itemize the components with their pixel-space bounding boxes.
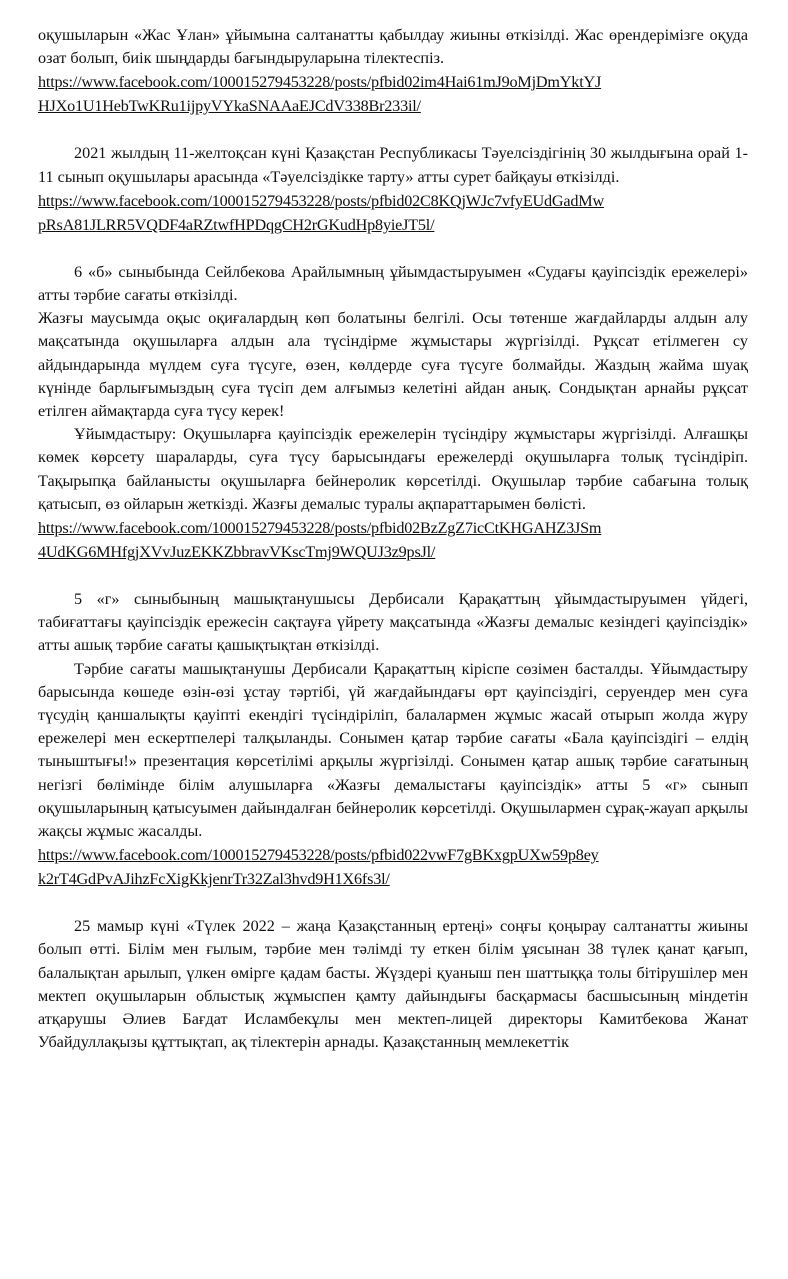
- paragraph: оқушыларын «Жас Ұлан» ұйымына салтанатты қабылдау жиыны өткізілді. Жас өрендерімізге оқуда озат болып, биік шыңдарды бағындыруларына тілектеспіз.: [38, 26, 748, 68]
- paragraph: Жазғы маусымда оқыс оқиғалардың көп болатыны белгілі. Осы төтенше жағдайларды алдын алу мақсатында оқушыларға алдын ала түсіндірме жұмыстары жүргізілді. Рұқсат етілмеген су айдындарында мүлдем суға түсуге, өзен, көлдерде суға түсуге болмайды. Жаздың жайма шуақ күнінде барлығымыздың суға түсіп дем алғымыз келетіні айдан анық. Сондықтан арнайы рұқсат етілген аймақтарда суға түсу керек!: [38, 309, 748, 421]
- facebook-post-link[interactable]: https://www.facebook.com/100015279453228/posts/pfbid02im4Hai61mJ9oMjDmYktYJ: [38, 73, 602, 92]
- facebook-post-link[interactable]: 4UdKG6MHfgjXVvJuzEKKZbbravVKscTmj9WQUJ3z9psJl/: [38, 543, 436, 562]
- facebook-post-link[interactable]: https://www.facebook.com/100015279453228/posts/pfbid022vwF7gBKxgpUXw59p8ey: [38, 846, 599, 865]
- document-section: [38, 588, 748, 891]
- paragraph: 6 «б» сыныбында Сейлбекова Арайлымның ұйымдастыруымен «Судағы қауіпсіздік ережелері» атты тәрбие сағаты өткізілді.: [38, 262, 748, 305]
- paragraph: Ұйымдастыру: Оқушыларға қауіпсіздік ережелерін түсіндіру жұмыстары жүргізілді. Алғашқы көмек көрсету шараларды, суға түсу барысындағы ережелерді оқушыларға толық түсіндіріп. Тақырыпқа байланысты оқушыларға бейнеролик көрсетілді. Оқушылар тәрбие сабағына толық қатысып, өз ойларын жеткізді. Жазғы демалыс туралы ақпараттарымен бөлісті.: [38, 425, 748, 513]
- paragraph: 2021 жылдың 11-желтоқсан күні Қазақстан Республикасы Тәуелсіздігінің 30 жылдығына орай 1-11 сынып оқушылары арасында «Тәуелсіздікке тарту» атты сурет байқауы өткізілді.: [38, 144, 748, 186]
- facebook-post-link[interactable]: HJXo1U1HebTwKRu1ijpyVYkaSNAAaEJCdV338Br233il/: [38, 97, 421, 116]
- facebook-post-link[interactable]: pRsA81JLRR5VQDF4aRZtwfHPDqgCH2rGKudHp8yieJT5l/: [38, 215, 435, 234]
- paragraph: Тәрбие сағаты машықтанушы Дербисали Қарақаттың кіріспе сөзімен басталды. Ұйымдастыру барысында көшеде өзін-өзі ұстау тәртібі, үй жағдайындағы өрт қауіпсіздігі, серуендер мен суға түсудің қаншалықты қауіпті екендігі түсіндіріліп, балалармен жұмыс жасай отырып жолда жүру ережелері мен ескертпелері талқыланды. Сонымен қатар тәрбие сағаты «Бала қауіпсіздігі – елдің тыныштығы!» презентация көрсетілімі арқылы жүргізілді. Сонымен қатар ашық тәрбие сағатының негізгі бөлімінде білім алушыларға «Жазғы демалыстағы қауіпсіздік» атты 5 «г» сынып оқушыларының қатысуымен дайындалған бейнеролик көрсетілді. Оқушылармен сұрақ-жауап арқылы жақсы жұмыс жасалды.: [38, 659, 748, 841]
- document-section: [38, 142, 748, 236]
- document-section: [38, 24, 748, 118]
- document-section: [38, 915, 748, 1054]
- facebook-post-link[interactable]: k2rT4GdPvAJihzFcXigKkjenrTr32Zal3hvd9H1X6fs3l/: [38, 870, 390, 889]
- paragraph: 25 мамыр күні «Түлек 2022 – жаңа Қазақстанның ертеңі» соңғы қоңырау салтанатты жиыны болып өтті. Білім мен ғылым, тәрбие мен тәлімді ту еткен білім ұясынан 38 түлек қанат қағып, балалықтан арылып, үлкен өмірге қадам басты. Жүздері қуаныш пен шаттыққа толы бітірушілер мен мектеп оқушыларын облыстық жұмыспен қамту дайындығы басқармасы басшысының міндетін атқарушы Әлиев Бағдат Исламбекұлы мен мектеп-лицей директоры Камитбекова Жанат Убайдуллақызы құттықтап, ақ тілектерін арнады. Қазақстанның мемлекеттік: [38, 917, 748, 1052]
- facebook-post-link[interactable]: https://www.facebook.com/100015279453228/posts/pfbid02C8KQjWJc7vfyEUdGadMw: [38, 191, 604, 210]
- paragraph: 5 «г» сыныбының машықтанушысы Дербисали Қарақаттың ұйымдастыруымен үйдегі, табиғаттағы қауіпсіздік ережесін сақтауға үйрету мақсатында «Жазғы демалыс кезіндегі қауіпсіздік» атты ашық тәрбие сағаты қашықтықтан өткізілді.: [38, 590, 748, 655]
- document-section: [38, 261, 748, 564]
- facebook-post-link[interactable]: https://www.facebook.com/100015279453228/posts/pfbid02BzZgZ7icCtKHGAHZ3JSm: [38, 519, 602, 538]
